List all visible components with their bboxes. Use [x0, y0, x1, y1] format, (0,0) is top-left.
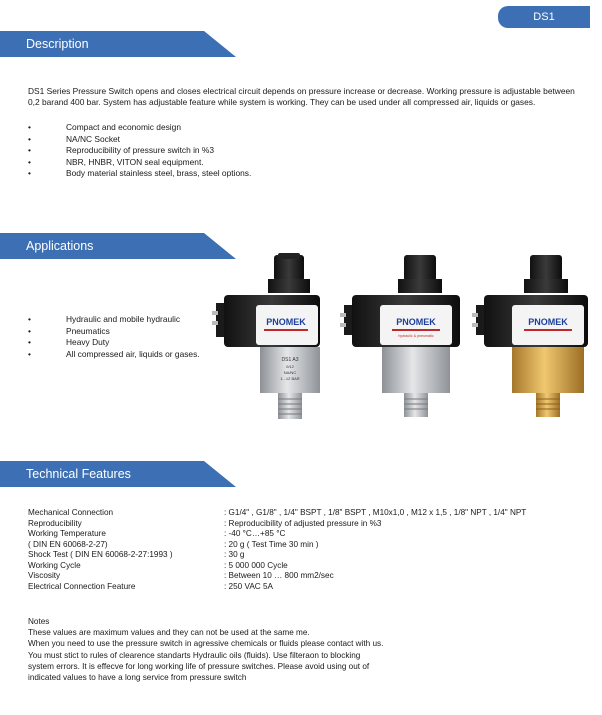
table-row	[28, 508, 588, 519]
notes-line: indicated values to have a long service from pressure switch	[28, 673, 247, 683]
description-heading: Description	[26, 37, 89, 51]
table-row	[28, 550, 588, 561]
notes-line: When you need to use the pressure switch in agressive chemicals or fluids please contact with us.	[28, 639, 384, 649]
pressure-switch-brass	[472, 255, 588, 417]
notes-line: These values are maximum values and they can not be used at the same me.	[28, 628, 310, 638]
applications-heading: Applications	[26, 239, 94, 253]
notes-title: Notes	[28, 617, 50, 626]
list-item: • All compressed air, liquids or gases.	[28, 349, 200, 361]
description-bullet-list	[28, 122, 251, 180]
feature-label: Viscosity	[28, 571, 61, 580]
feature-value: : 30 g	[224, 550, 245, 559]
product-label-line: NA/NC	[283, 370, 297, 375]
feature-value: : G1/4" , G1/8" , 1/4" BSPT , 1/8" BSPT , M10x1,0 , M12 x 1,5 , 1/8" NPT , 1/4" NPT	[224, 508, 527, 517]
feature-label: Mechanical Connection	[28, 508, 114, 517]
svg-text:PNOMEK: PNOMEK	[528, 317, 568, 327]
technical-header	[0, 461, 236, 487]
table-row	[28, 519, 588, 530]
list-item: • Reproducibility of pressure switch in %3	[28, 145, 251, 157]
product-brand: PNOMEK	[396, 317, 436, 327]
table-row	[28, 582, 588, 593]
list-item: • Pneumatics	[28, 326, 200, 338]
feature-value: : 5 000 000 Cycle	[224, 560, 288, 570]
product-label-line: 0/12	[286, 364, 294, 369]
product-label-line: DS1 A3	[281, 357, 299, 363]
table-row	[28, 571, 588, 582]
feature-value: : Between 10 … 800 mm2/sec	[224, 571, 334, 580]
feature-label: Reproducibility	[28, 518, 82, 528]
feature-value: : -40 °C…+85 °C	[224, 529, 286, 538]
list-item: • Compact and economic design	[28, 122, 251, 134]
feature-label: Working Temperature	[28, 529, 106, 538]
notes-section	[28, 616, 588, 683]
list-item: • NA/NC Socket	[28, 134, 251, 146]
document-tab: DS1	[498, 6, 590, 28]
description-paragraph: DS1 Series Pressure Switch opens and closes electrical circuit depends on pressure increase or decrease. Working pressure is adjustable between 0,2 barand 400 bar. System has adjustable feature while system is working. They can be used under all compressed air, liquids or gases.	[28, 86, 575, 107]
technical-features-table	[28, 508, 588, 592]
table-row	[28, 561, 588, 572]
feature-value: : 250 VAC 5A	[224, 581, 274, 591]
feature-label: Electrical Connection Feature	[28, 581, 136, 591]
feature-label: ( DIN EN 60068-2-27)	[28, 539, 108, 549]
table-row	[28, 540, 588, 551]
applications-header	[0, 233, 236, 259]
notes-line: You must stict to rules of clearence standarts Hydraulic oils (fluids). Use filteraon to blocking	[28, 650, 361, 660]
description-header	[0, 31, 236, 57]
pressure-switch-illustration	[212, 253, 588, 423]
pressure-switch-steel-front	[212, 253, 320, 419]
list-item: • NBR, HNBR, VITON seal equipment.	[28, 157, 251, 169]
svg-text:PNOMEK: PNOMEK	[266, 317, 306, 327]
table-row	[28, 529, 588, 540]
feature-value: : 20 g ( Test Time 30 min )	[224, 539, 319, 549]
feature-label: Working Cycle	[28, 560, 81, 570]
notes-line: system errors. It is effecve for long working life of pressure switches. Please avoid using out of	[28, 661, 370, 671]
product-label-line: 1...12 BAR	[280, 376, 300, 381]
product-photo-group	[212, 253, 588, 423]
list-item: • Body material stainless steel, brass, steel options.	[28, 168, 251, 180]
list-item: • Heavy Duty	[28, 337, 200, 349]
feature-value: : Reproducibility of adjusted pressure in %3	[224, 518, 382, 528]
feature-label: Shock Test ( DIN EN 60068-2-27:1993 )	[28, 550, 173, 559]
product-tagline: hydraulic & pneumatic	[398, 334, 434, 338]
technical-heading: Technical Features	[26, 467, 131, 481]
list-item: • Hydraulic and mobile hydraulic	[28, 314, 200, 326]
applications-bullet-list	[28, 314, 200, 360]
pressure-switch-steel-side	[340, 255, 460, 417]
